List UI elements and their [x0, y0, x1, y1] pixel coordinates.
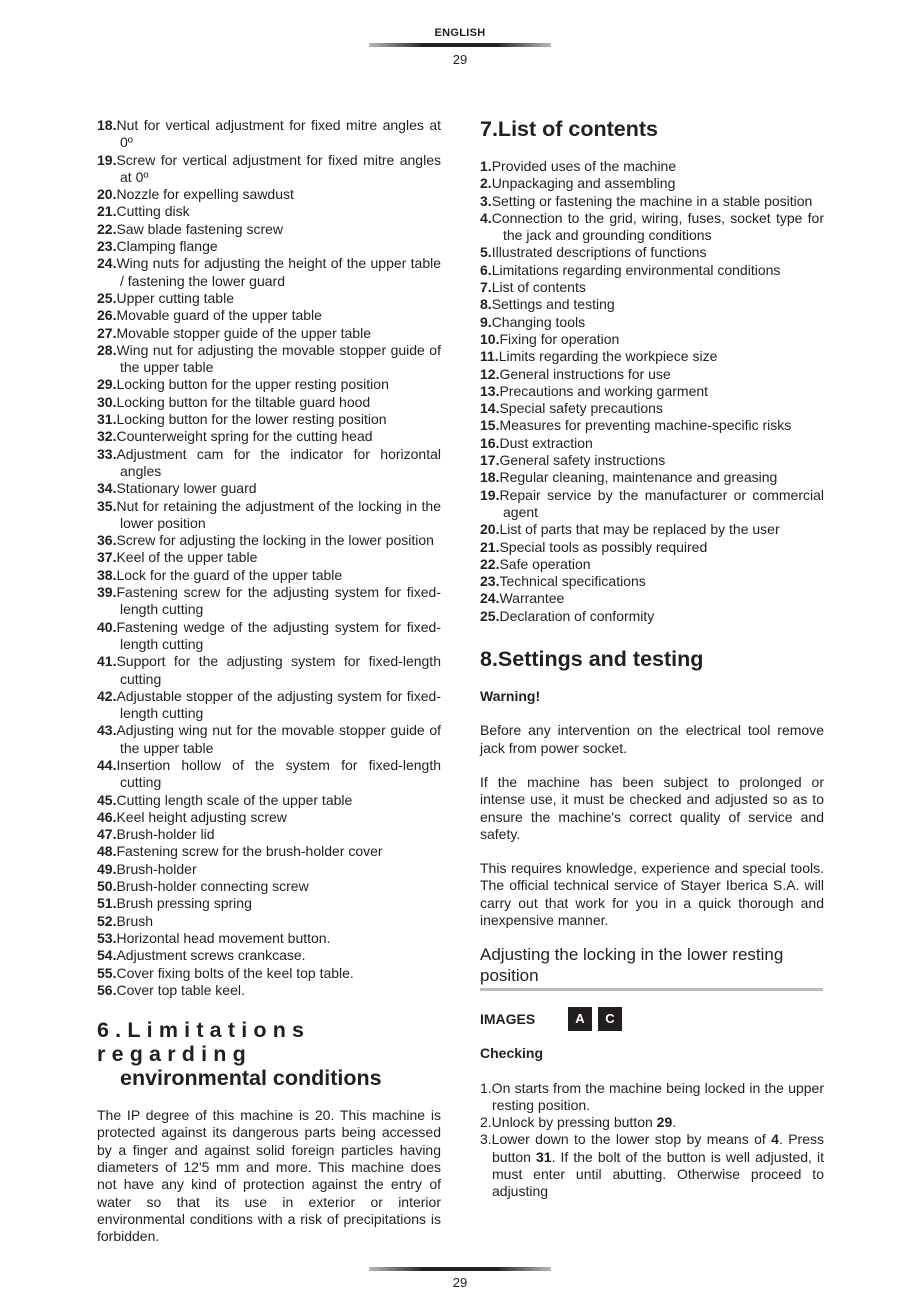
list-item	[480, 348, 824, 365]
item-number: 19.	[97, 151, 117, 168]
list-item	[480, 452, 824, 469]
item-text: Keel of the upper table	[116, 549, 258, 566]
item-number: 5.	[480, 244, 492, 261]
checking-steps	[480, 1080, 824, 1201]
item-number: 20.	[97, 186, 117, 203]
list-item	[480, 487, 824, 522]
item-text: Locking button for the upper resting position	[116, 376, 389, 393]
item-text: Screw for vertical adjustment for fixed mitre angles at 0º	[116, 151, 441, 185]
section-6-heading-line1: 6.Limitations regarding	[97, 1018, 311, 1067]
list-item	[480, 262, 824, 279]
item-text: Nut for retaining the adjustment of the locking in the lower position	[116, 497, 441, 531]
item-text: List of parts that may be replaced by the user	[499, 521, 780, 538]
item-number: 35.	[97, 497, 117, 514]
item-number: 12.	[480, 365, 500, 382]
item-text: General safety instructions	[499, 452, 666, 469]
list-item	[97, 722, 441, 757]
item-text: Counterweight spring for the cutting head	[116, 428, 373, 445]
list-item	[480, 417, 824, 434]
item-text: Connection to the grid, wiring, fuses, socket type for the jack and grounding conditions	[491, 209, 824, 244]
section-8-paragraph-1: Before any intervention on the electrical tool remove jack from power socket.	[480, 722, 824, 756]
item-text: Provided uses of the machine	[491, 158, 677, 174]
item-number: 40.	[97, 618, 117, 635]
item-text: Adjusting wing nut for the movable stopper guide of the upper table	[116, 722, 441, 756]
item-text: Horizontal head movement button.	[116, 929, 331, 946]
list-item	[97, 325, 441, 342]
list-item	[97, 290, 441, 307]
item-text: Safe operation	[499, 555, 591, 572]
list-item	[97, 619, 441, 654]
list-item	[97, 428, 441, 445]
step-item: 1.On starts from the machine being locked in the upper resting position.	[480, 1079, 824, 1113]
item-number: 6.	[480, 261, 492, 278]
item-number: 56.	[97, 981, 117, 998]
item-text: Movable stopper guide of the upper table	[116, 324, 371, 341]
item-number: 2.	[480, 175, 492, 192]
list-item	[480, 573, 824, 590]
item-text: Illustrated descriptions of functions	[491, 244, 707, 261]
item-text: Limits regarding the workpiece size	[498, 348, 718, 365]
list-item	[480, 193, 824, 210]
section-8-paragraph-3: This requires knowledge, experience and special tools. The official technical service of Stayer Iberica S.A. will carry out that work for you in a quick thorough and inexpensive manner.	[480, 860, 824, 928]
list-item	[480, 331, 824, 348]
item-number: 8.	[480, 296, 492, 313]
item-number: 26.	[97, 307, 117, 324]
subsection-heading: Adjusting the locking in the lower resting position	[480, 945, 823, 991]
item-number: 43.	[97, 722, 117, 739]
item-number: 14.	[480, 400, 500, 417]
item-number: 27.	[97, 324, 117, 341]
step-item: 2.Unlock by pressing button 29.	[480, 1114, 677, 1131]
item-text: Nozzle for expelling sawdust	[116, 186, 294, 203]
list-item	[97, 930, 441, 947]
item-text: Unpackaging and assembling	[491, 175, 676, 192]
section-8-heading: 8.Settings and testing	[480, 647, 704, 672]
item-text: Wing nut for adjusting the movable stopper guide of the upper table	[116, 341, 441, 376]
item-text: Brush	[116, 912, 154, 929]
item-number: 24.	[97, 255, 117, 272]
item-text: List of contents	[491, 279, 586, 296]
item-text: Brush-holder	[116, 860, 197, 877]
item-text: Technical specifications	[499, 573, 646, 590]
section-6-heading-line2: environmental conditions	[120, 1066, 382, 1091]
item-number: 33.	[97, 445, 117, 462]
section-6-body: The IP degree of this machine is 20. This machine is protected against its dangerous parts being accessed by a finger and against solid foreign particles having diameters of 12'5 mm and more. This machine does not have any kind of protection against the entry of water so that its use in exterior or interior environmental conditions with a risk of precipitations is forbidden.	[97, 1107, 441, 1245]
item-number: 52.	[97, 912, 117, 929]
right-column	[480, 117, 824, 1201]
item-text: Brush-holder lid	[116, 826, 215, 843]
item-text: Locking button for the lower resting position	[116, 411, 387, 428]
list-item	[97, 757, 441, 792]
list-item	[97, 480, 441, 497]
item-number: 21.	[97, 203, 117, 220]
item-text: Limitations regarding environmental conditions	[491, 261, 781, 278]
item-text: Setting or fastening the machine in a stable position	[491, 192, 813, 209]
item-number: 25.	[480, 607, 500, 624]
list-item	[480, 210, 824, 245]
item-number: 24.	[480, 590, 500, 607]
list-item	[97, 861, 441, 878]
checking-label: Checking	[480, 1045, 544, 1062]
item-number: 30.	[97, 393, 117, 410]
item-text: Special safety precautions	[499, 400, 663, 417]
item-number: 38.	[97, 566, 117, 583]
item-text: Cutting length scale of the upper table	[116, 791, 353, 808]
item-text: Cutting disk	[116, 203, 190, 220]
item-text: Wing nuts for adjusting the height of the upper table / fastening the lower guard	[116, 255, 441, 289]
list-item	[97, 947, 441, 964]
item-number: 49.	[97, 860, 117, 877]
item-number: 23.	[97, 238, 117, 255]
list-item	[480, 175, 824, 192]
item-number: 10.	[480, 330, 500, 347]
images-label: IMAGES	[480, 1010, 536, 1027]
item-number: 21.	[480, 538, 500, 555]
footer-rule	[369, 1267, 551, 1271]
list-item	[97, 152, 441, 187]
item-text: Clamping flange	[116, 238, 218, 255]
warning-label: Warning!	[480, 688, 541, 705]
list-item	[480, 244, 824, 261]
list-item	[97, 446, 441, 481]
item-text: Fastening wedge of the adjusting system for fixed-length cutting	[116, 618, 441, 652]
item-number: 44.	[97, 756, 117, 773]
list-item	[480, 366, 824, 383]
item-text: Lock for the guard of the upper table	[116, 566, 343, 583]
item-number: 22.	[97, 220, 117, 237]
item-number: 20.	[480, 521, 500, 538]
contents-list	[480, 158, 824, 625]
item-text: Keel height adjusting screw	[116, 808, 287, 825]
item-text: Support for the adjusting system for fixed-length cutting	[116, 653, 441, 687]
list-item	[97, 498, 441, 533]
item-text: Repair service by the manufacturer or commercial agent	[499, 486, 824, 520]
item-text: Stationary lower guard	[116, 480, 257, 497]
item-number: 1.	[480, 158, 492, 174]
list-item	[480, 539, 824, 556]
item-number: 45.	[97, 791, 117, 808]
images-reference-row	[480, 1006, 824, 1032]
item-text: Movable guard of the upper table	[116, 307, 322, 324]
item-number: 31.	[97, 411, 117, 428]
list-item	[480, 590, 824, 607]
item-text: General instructions for use	[499, 365, 671, 382]
list-item	[97, 843, 441, 860]
list-item	[480, 469, 824, 486]
item-text: Screw for adjusting the locking in the lower position	[116, 532, 434, 549]
list-item	[97, 567, 441, 584]
item-number: 17.	[480, 452, 500, 469]
step-item: 3.Lower down to the lower stop by means of 4. Press button 31. If the bolt of the button is well adjusted, it must enter until abutting. Otherwise proceed to adjusting	[480, 1131, 824, 1200]
item-text: Fastening screw for the brush-holder cover	[116, 843, 383, 860]
left-column	[97, 117, 441, 1246]
section-7-heading: 7.List of contents	[480, 117, 658, 141]
list-item	[97, 186, 441, 203]
list-item	[97, 238, 441, 255]
list-item	[480, 314, 824, 331]
item-text: Fixing for operation	[499, 330, 620, 347]
section-6-heading	[97, 1018, 441, 1090]
item-text: Brush pressing spring	[116, 895, 252, 912]
list-item	[480, 435, 824, 452]
item-number: 7.	[480, 279, 492, 296]
item-number: 46.	[97, 808, 117, 825]
item-text: Measures for preventing machine-specific risks	[499, 417, 792, 434]
item-text: Declaration of conformity	[499, 607, 655, 624]
item-number: 47.	[97, 826, 117, 843]
item-number: 13.	[480, 382, 500, 399]
list-item	[97, 255, 441, 290]
list-item	[97, 584, 441, 619]
item-number: 19.	[480, 486, 500, 503]
list-item	[480, 279, 824, 296]
list-item	[97, 376, 441, 393]
item-number: 55.	[97, 964, 117, 981]
list-item	[97, 221, 441, 238]
list-item	[480, 556, 824, 573]
item-number: 3.	[480, 192, 492, 209]
list-item	[97, 982, 441, 999]
item-number: 9.	[480, 313, 492, 330]
item-number: 18.	[97, 117, 117, 133]
list-item	[97, 809, 441, 826]
list-item	[97, 307, 441, 324]
item-number: 23.	[480, 573, 500, 590]
item-text: Cover top table keel.	[116, 981, 245, 998]
item-text: Saw blade fastening screw	[116, 220, 284, 237]
item-text: Adjustment screws crankcase.	[116, 947, 306, 964]
header-language: ENGLISH	[434, 27, 486, 39]
list-item	[97, 826, 441, 843]
item-text: Adjustment cam for the indicator for horizontal angles	[116, 445, 441, 479]
item-number: 32.	[97, 428, 117, 445]
item-text: Insertion hollow of the system for fixed-length cutting	[116, 756, 441, 791]
list-item	[480, 158, 824, 175]
list-item	[97, 792, 441, 809]
item-number: 15.	[480, 417, 500, 434]
item-number: 54.	[97, 947, 117, 964]
list-item	[97, 878, 441, 895]
item-number: 28.	[97, 341, 117, 358]
item-number: 34.	[97, 480, 117, 497]
item-text: Settings and testing	[491, 296, 615, 313]
list-item	[480, 383, 824, 400]
item-number: 16.	[480, 434, 500, 451]
item-number: 11.	[480, 348, 499, 365]
item-number: 36.	[97, 532, 117, 549]
item-number: 39.	[97, 584, 117, 601]
item-text: Precautions and working garment	[499, 382, 709, 399]
item-number: 29.	[97, 376, 117, 393]
list-item	[97, 342, 441, 377]
item-text: Special tools as possibly required	[499, 538, 708, 555]
list-item	[97, 549, 441, 566]
item-text: Fastening screw for the adjusting system for fixed-length cutting	[116, 584, 441, 618]
list-item	[480, 400, 824, 417]
list-item	[97, 688, 441, 723]
item-number: 41.	[97, 653, 117, 670]
list-item	[480, 521, 824, 538]
list-item	[97, 117, 441, 152]
item-number: 42.	[97, 687, 117, 704]
list-item	[97, 203, 441, 220]
list-item	[97, 532, 441, 549]
item-number: 48.	[97, 843, 117, 860]
list-item	[97, 913, 441, 930]
item-text: Dust extraction	[499, 434, 593, 451]
item-text: Cover fixing bolts of the keel top table.	[116, 964, 354, 981]
item-text: Brush-holder connecting screw	[116, 878, 309, 895]
item-number: 22.	[480, 555, 500, 572]
item-text: Nut for vertical adjustment for fixed mitre angles at 0º	[116, 117, 441, 151]
list-item	[97, 411, 441, 428]
list-item	[97, 895, 441, 912]
header-page-number: 29	[452, 52, 468, 67]
item-number: 18.	[480, 469, 500, 486]
image-ref-c: C	[598, 1007, 622, 1031]
header-rule	[369, 43, 551, 47]
list-item	[97, 394, 441, 411]
item-number: 37.	[97, 549, 117, 566]
parts-list	[97, 117, 441, 999]
item-text: Regular cleaning, maintenance and greasing	[499, 469, 778, 486]
list-item	[480, 296, 824, 313]
item-text: Adjustable stopper of the adjusting system for fixed-length cutting	[116, 687, 441, 722]
item-text: Upper cutting table	[116, 289, 234, 306]
item-number: 51.	[97, 895, 117, 912]
image-ref-a: A	[568, 1007, 592, 1031]
item-number: 53.	[97, 929, 117, 946]
item-text: Changing tools	[491, 313, 586, 330]
item-number: 25.	[97, 289, 117, 306]
item-text: Locking button for the tiltable guard hood	[116, 393, 371, 410]
list-item	[480, 608, 824, 625]
footer-page-number: 29	[452, 1275, 468, 1290]
item-number: 50.	[97, 878, 117, 895]
list-item	[97, 653, 441, 688]
item-text: Warrantee	[499, 590, 565, 607]
item-number: 4.	[480, 209, 492, 226]
section-8-paragraph-2: If the machine has been subject to prolonged or intense use, it must be checked and adjusted so as to ensure the machine's correct quality of service and safety.	[480, 773, 824, 842]
list-item	[97, 965, 441, 982]
